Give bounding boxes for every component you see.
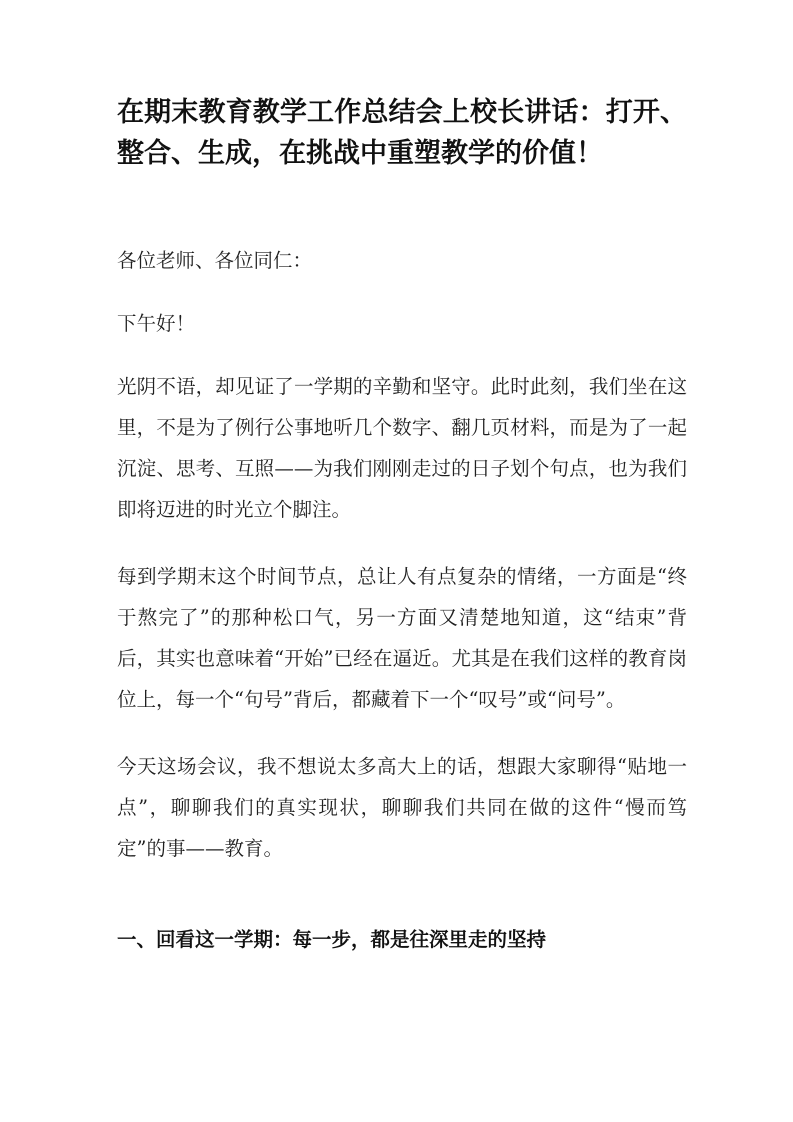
body-paragraph-2: 每到学期末这个时间节点，总让人有点复杂的情绪，一方面是“终于熬完了”的那种松口气，另一方面又清楚地知道，这“结束”背后，其实也意味着“开始”已经在逼近。尤其是在我们这样的教育岗位上，每一个“句号”背后，都藏着下一个“叹号”或“问号”。: [117, 565, 687, 711]
greeting-line: 下午好！: [117, 312, 196, 335]
body-paragraph-3: 今天这场会议，我不想说太多高大上的话，想跟大家聊得“贴地一点”，聊聊我们的真实现状，聊聊我们共同在做的这件“慢而笃定”的事——教育。: [117, 755, 687, 860]
body-paragraph-1: 光阴不语，却见证了一学期的辛勤和坚守。此时此刻，我们坐在这里，不是为了例行公事地听几个数字、翻几页材料，而是为了一起沉淀、思考、互照——为我们刚刚走过的日子划个句点，也为我们即将迈进的时光立个脚注。: [117, 375, 687, 521]
page-title: 在期末教育教学工作总结会上校长讲话：打开、整合、生成，在挑战中重塑教学的价值！: [117, 97, 687, 169]
title-spacer: [117, 174, 687, 240]
section-heading-1: 一、回看这一学期：每一步，都是往深里走的坚持: [117, 928, 547, 951]
salutation-line: 各位老师、各位同仁：: [117, 249, 313, 272]
document-content: [117, 0, 687, 957]
